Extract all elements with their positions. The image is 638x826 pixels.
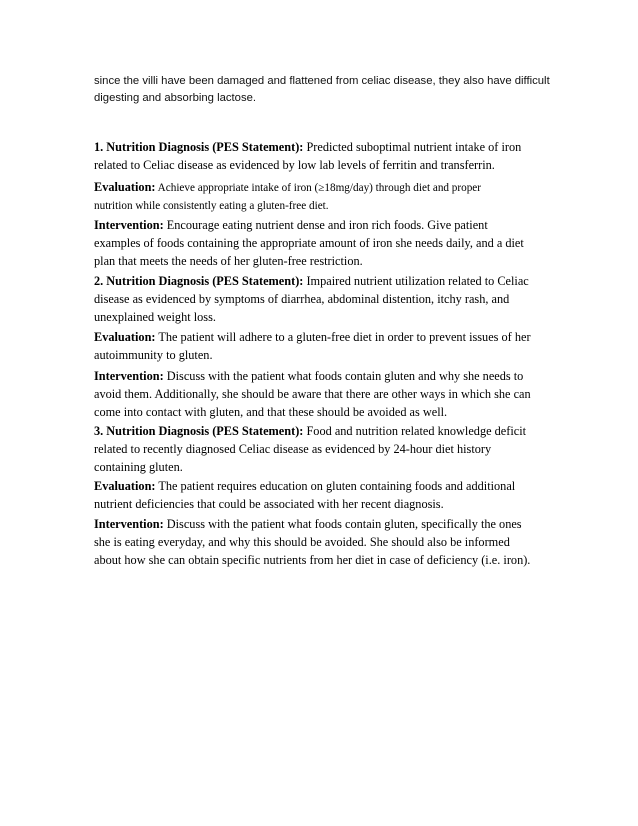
diagnosis-1-label: 1. Nutrition Diagnosis (PES Statement): [94,140,304,154]
diagnosis-1-text: Predicted suboptimal nutrient intake of iron [303,140,522,154]
diagnosis-1-paragraph [94,138,554,174]
evaluation-3-line: nutrient deficiencies that could be associated with her recent diagnosis. [94,497,444,511]
diagnosis-2-label: 2. Nutrition Diagnosis (PES Statement): [94,274,304,288]
diagnosis-2-text: Impaired nutrient utilization related to Celiac [303,274,529,288]
evaluation-1-label: Evaluation: [94,180,156,194]
evaluation-1-line: nutrition while consistently eating a gluten-free diet. [94,200,329,212]
evaluation-3-label: Evaluation: [94,479,156,493]
intervention-1-text: Encourage eating nutrient dense and iron rich foods. Give patient [163,218,488,232]
intro-line: since the villi have been damaged and flattened from celiac disease, they also have difficult [94,75,550,87]
diagnosis-2-line: disease as evidenced by symptoms of diarrhea, abdominal distention, itchy rash, and [94,292,510,306]
intervention-3-label: Intervention: [94,517,164,531]
intervention-1-label: Intervention: [94,218,164,232]
intro-line: digesting and absorbing lactose. [94,91,257,104]
intervention-3-line: she is eating everyday, and why this should be avoided. She should also be informed [94,535,510,549]
intervention-2-text: Discuss with the patient what foods contain gluten and why she needs to [163,369,524,383]
intervention-1-paragraph [94,216,554,270]
intervention-3-line: about how she can obtain specific nutrients from her diet in case of deficiency (i.e. iron). [94,553,531,567]
intervention-2-line: come into contact with gluten, and that these should be avoided as well. [94,405,448,419]
evaluation-2-paragraph [94,328,554,364]
evaluation-2-line: autoimmunity to gluten. [94,348,213,362]
diagnosis-1-line: related to Celiac disease as evidenced by low lab levels of ferritin and transferrin. [94,158,495,172]
evaluation-2-text: The patient will adhere to a gluten-free diet in order to prevent issues of her [155,330,531,344]
diagnosis-3-label: 3. Nutrition Diagnosis (PES Statement): [94,424,304,438]
intervention-2-line: avoid them. Additionally, she should be aware that there are other ways in which she can [94,387,531,401]
evaluation-1-text: Achieve appropriate intake of iron (≥18mg/day) through diet and proper [155,182,482,194]
intervention-3-text: Discuss with the patient what foods contain gluten, specifically the ones [163,517,522,531]
intervention-3-paragraph [94,515,554,569]
diagnosis-3-line: containing gluten. [94,460,183,474]
diagnosis-2-line: unexplained weight loss. [94,310,216,324]
evaluation-2-label: Evaluation: [94,330,156,344]
evaluation-3-paragraph [94,477,554,513]
diagnosis-3-text: Food and nutrition related knowledge deficit [303,424,527,438]
intervention-2-paragraph [94,367,554,421]
diagnosis-3-line: related to recently diagnosed Celiac disease as evidenced by 24-hour diet history [94,442,492,456]
intro-paragraph [94,73,564,106]
intervention-2-label: Intervention: [94,369,164,383]
evaluation-3-text: The patient requires education on gluten containing foods and additional [155,479,516,493]
intervention-1-line: examples of foods containing the appropriate amount of iron she needs daily, and a diet [94,236,524,250]
diagnosis-2-paragraph [94,272,554,326]
diagnosis-3-paragraph [94,422,554,476]
evaluation-1-paragraph [94,178,554,215]
intervention-1-line: plan that meets the needs of her gluten-free restriction. [94,254,363,268]
